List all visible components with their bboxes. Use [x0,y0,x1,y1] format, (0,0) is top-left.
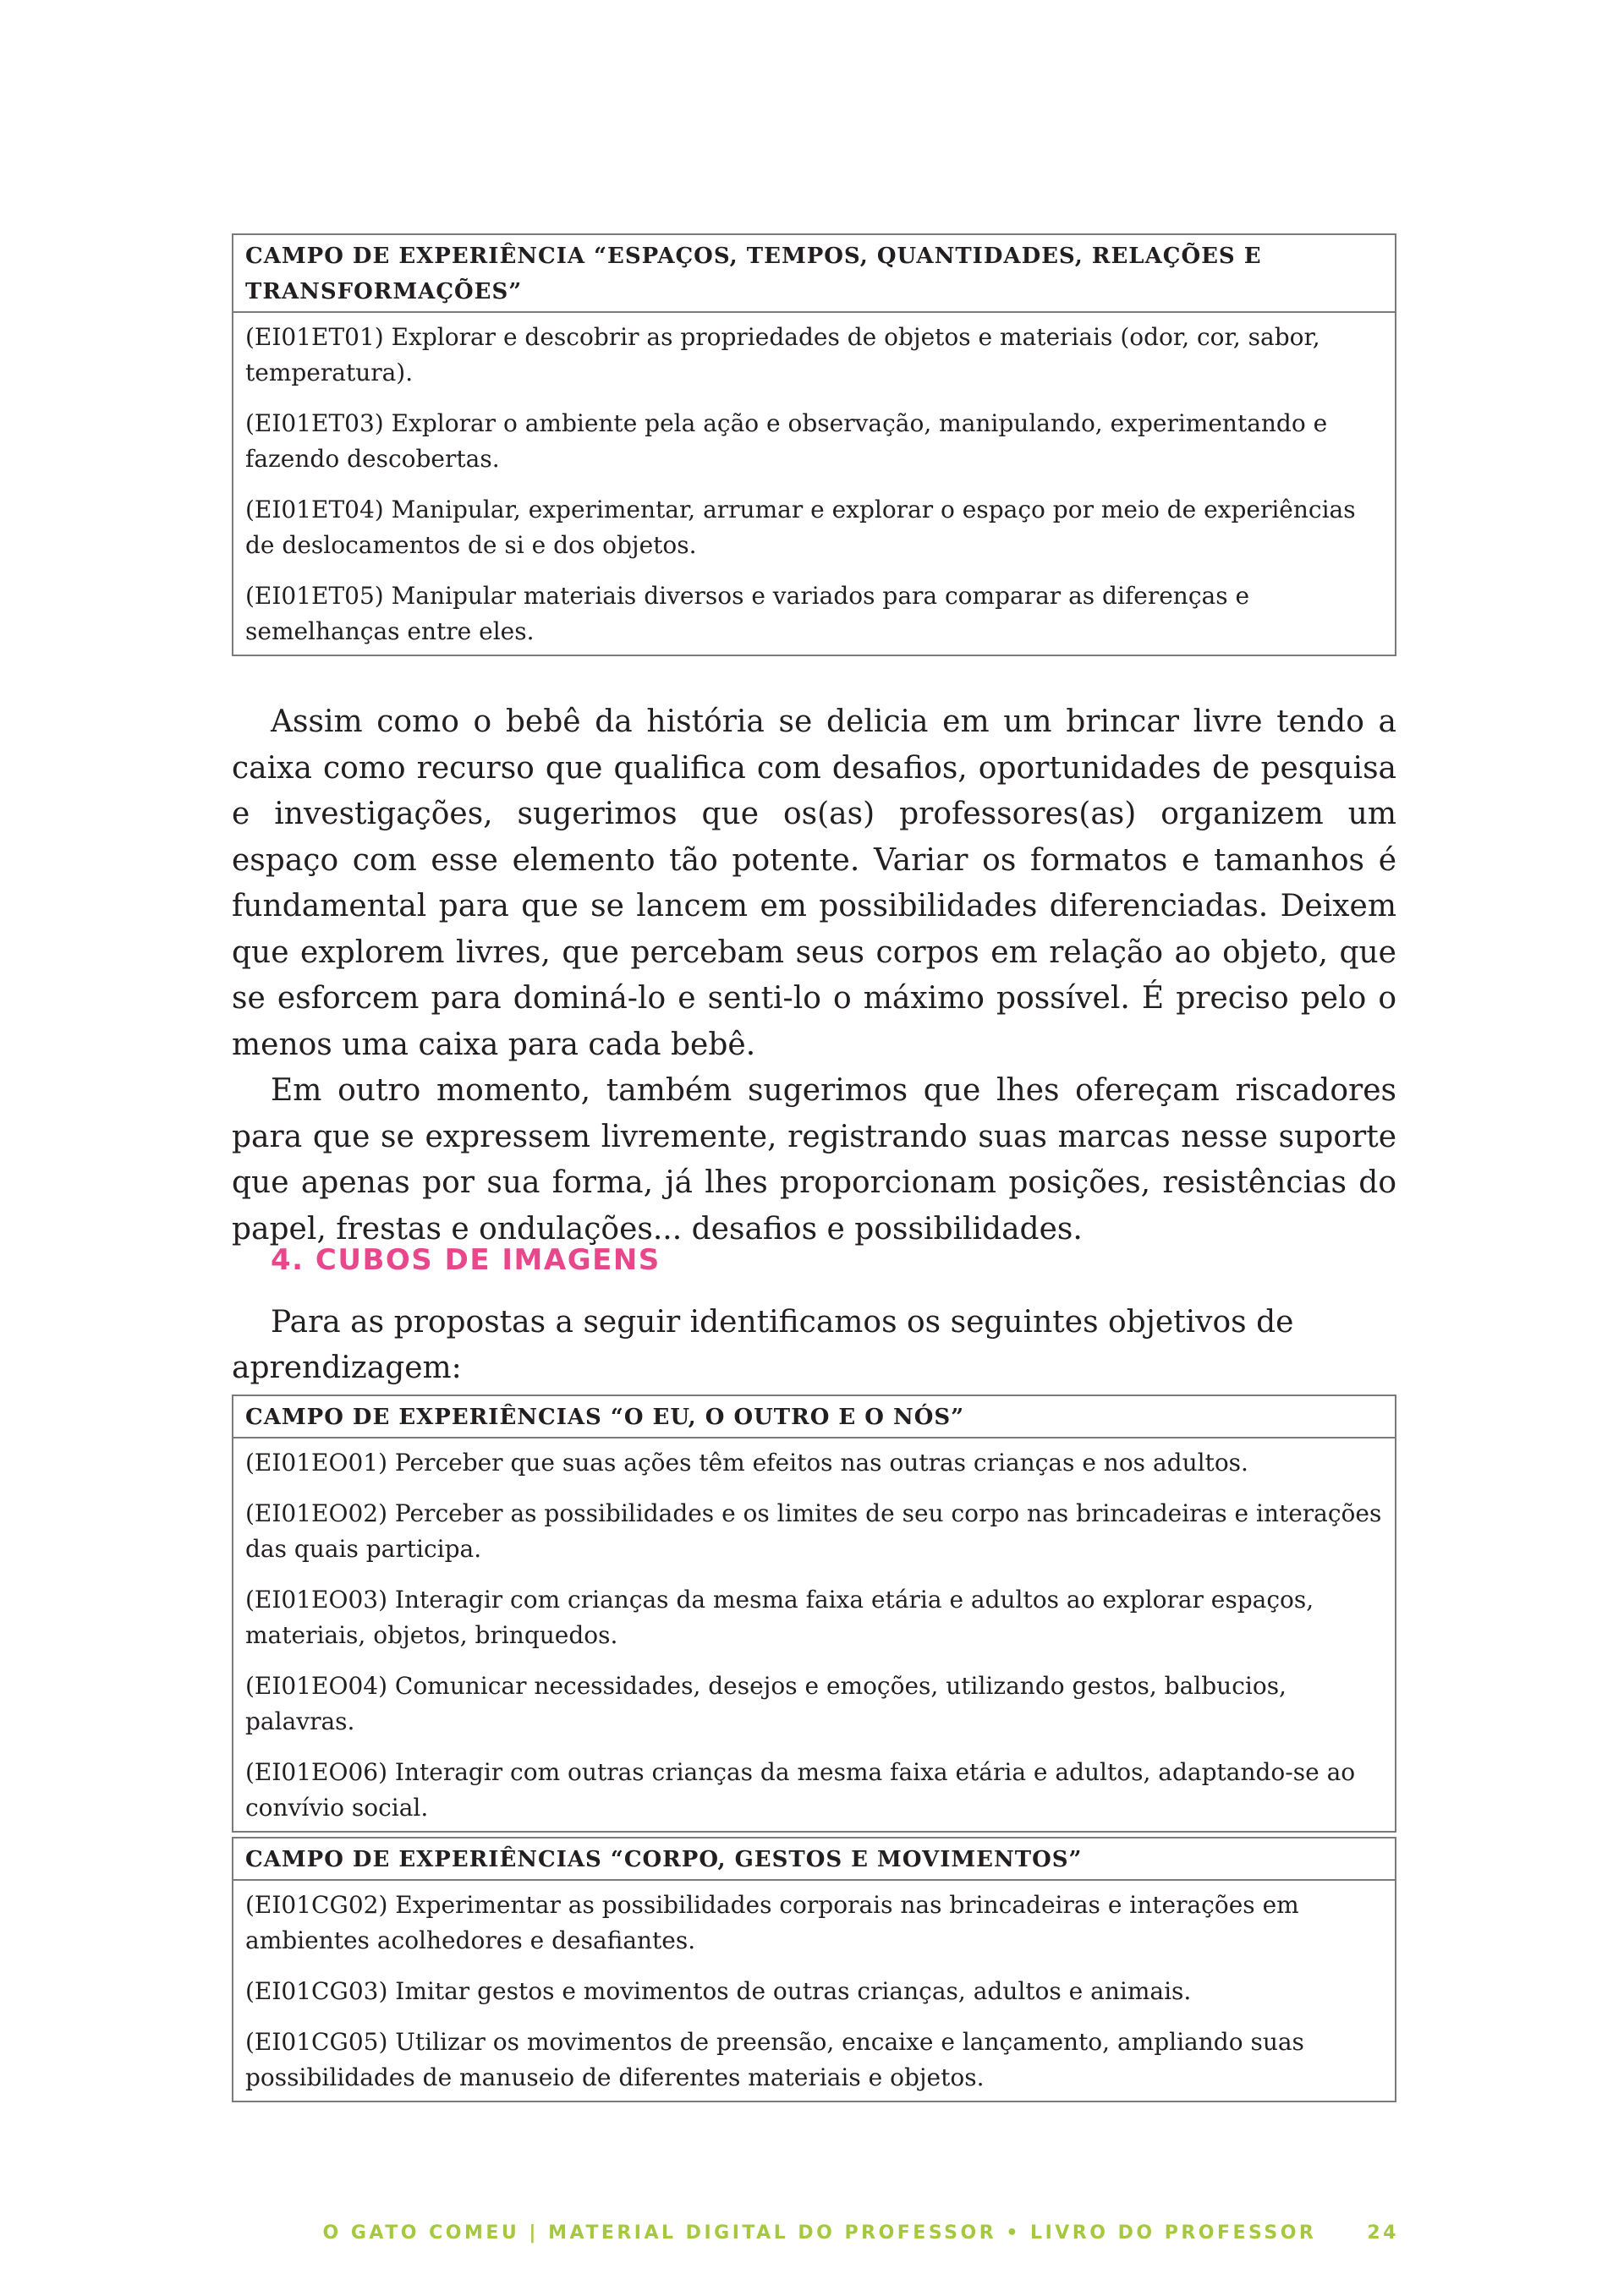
objective-item: (EI01CG03) Imitar gestos e movimentos de outras crianças, adultos e animais. [245,1977,1192,2005]
box-header: CAMPO DE EXPERIÊNCIAS “O EU, O OUTRO E O NÓS” [233,1396,1395,1438]
paragraph: Em outro momento, também sugerimos que lhes ofereçam riscadores para que se expressem livremente, registrando suas marcas nesse suporte que apenas por sua forma, já lhes proporcionam posições, resistências do papel, frestas e ondulações... desafios e possibilidades. [232,1073,1396,1247]
objective-item: (EI01EO01) Perceber que suas ações têm efeitos nas outras crianças e nos adultos. [245,1449,1248,1477]
objective-item: (EI01ET03) Explorar o ambiente pela ação e observação, manipulando, experimentando e fazendo descobertas. [245,409,1328,473]
footer-title: O GATO COMEU | MATERIAL DIGITAL DO PROFESSOR • LIVRO DO PROFESSOR [322,2222,1317,2244]
objectives-box-corpo-gestos [232,1837,1396,2102]
section-heading: 4. CUBOS DE IMAGENS [271,1243,661,1277]
page-footer [323,2222,1399,2244]
objective-item: (EI01EO04) Comunicar necessidades, desejos e emoções, utilizando gestos, balbucios, palavras. [245,1672,1287,1735]
box-item-list [233,1438,1395,1831]
objective-item: (EI01ET04) Manipular, experimentar, arrumar e explorar o espaço por meio de experiências de deslocamentos de si e dos objetos. [245,496,1356,559]
objectives-box-espacos-tempos [232,233,1396,656]
box-header: CAMPO DE EXPERIÊNCIA “ESPAÇOS, TEMPOS, QUANTIDADES, RELAÇÕES E TRANSFORMAÇÕES” [233,235,1395,313]
page-number: 24 [1367,2222,1399,2244]
objective-item: (EI01ET01) Explorar e descobrir as propriedades de objetos e materiais (odor, cor, sabor, temperatura). [245,323,1320,386]
objective-item: (EI01ET05) Manipular materiais diversos e variados para comparar as diferenças e semelhanças entre eles. [245,582,1250,645]
box-item-list [233,1881,1395,2101]
objectives-box-eu-outro-nos [232,1395,1396,1833]
body-text [232,699,1396,1252]
paragraph: Assim como o bebê da história se delicia em um brincar livre tendo a caixa como recurso que qualifica com desafios, oportunidades de pesquisa e investigações, sugerimos que os(as) professores(as) organizem um espaço com esse elemento tão potente. Variar os formatos e tamanhos é fundamental para que se lancem em possibilidades diferenciadas. Deixem que explorem livres, que percebam seus corpos em relação ao objeto, que se esforcem para dominá-lo e senti-lo o máximo possível. É preciso pelo o menos uma caixa para cada bebê. [232,704,1396,1062]
section-intro [232,1300,1396,1391]
objective-item: (EI01CG02) Experimentar as possibilidades corporais nas brincadeiras e interações em ambientes acolhedores e desafiantes. [245,1891,1299,1954]
box-header: CAMPO DE EXPERIÊNCIAS “CORPO, GESTOS E MOVIMENTOS” [233,1838,1395,1881]
objective-item: (EI01EO06) Interagir com outras crianças da mesma faixa etária e adultos, adaptando-se ao convívio social. [245,1758,1356,1822]
objective-item: (EI01EO03) Interagir com crianças da mesma faixa etária e adultos ao explorar espaços, materiais, objetos, brinquedos. [245,1586,1314,1649]
box-item-list [233,313,1395,655]
objective-item: (EI01EO02) Perceber as possibilidades e os limites de seu corpo nas brincadeiras e interações das quais participa. [245,1499,1382,1563]
objective-item: (EI01CG05) Utilizar os movimentos de preensão, encaixe e lançamento, ampliando suas possibilidades de manuseio de diferentes materiais e objetos. [245,2028,1304,2091]
paragraph: Para as propostas a seguir identificamos os seguintes objetivos de aprendizagem: [232,1305,1294,1385]
